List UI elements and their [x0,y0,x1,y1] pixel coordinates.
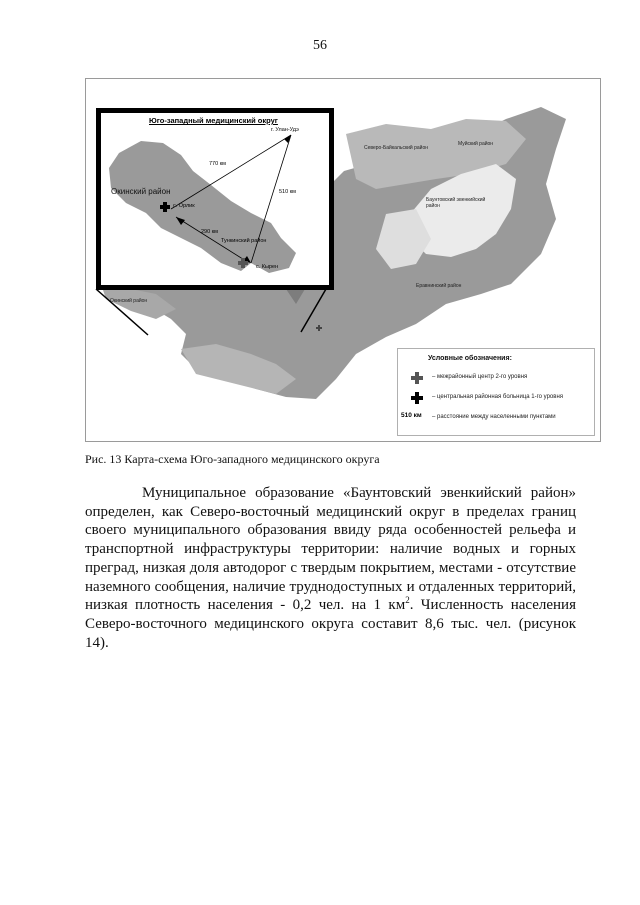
region-label: Северо-Байкальский район [364,145,429,151]
figure-caption: Рис. 13 Карта-схема Юго-западного медицинского округа [85,452,380,466]
inset-region-shape [109,141,296,273]
district-label: Тункинский район [221,238,267,244]
city-label: с. Кырен [256,264,279,270]
body-paragraph [85,484,576,652]
superscript: 2 [405,595,410,606]
legend-item [398,411,594,425]
distance-label: 770 км [209,161,226,167]
map-figure [85,78,601,442]
inset-map [96,108,334,290]
region-label: Еравнинский район [416,283,462,289]
black-cross-icon [410,391,424,405]
city-label: г. Улан-Удэ [271,127,299,133]
page-number: 56 [313,38,327,53]
legend-label: – межрайонный центр 2-го уровня [432,374,528,380]
legend-title: Условные обозначения: [428,355,512,362]
paragraph-text-end: . Численность населения Северо-восточного медицинского округа составит 8,6 тыс. чел. (рисунок 14). [85,597,576,651]
distance-label: 290 км [201,229,218,235]
region-label: Баунтовский эвенкийский район [426,197,486,209]
legend-distance-sample: 510 км [401,412,422,419]
dark-gray-cross-icon [410,371,424,385]
region-label: Окинский район [110,298,148,304]
distance-label: 510 км [279,189,296,195]
paragraph-text: Муниципальное образование «Баунтовский эвенкийский район» определен, как Северо-восточный медицинский округ в пределах границ своего муниципального образования ввиду ряда особенностей рельефа и транспортной инфраструктуры территории: наличие водных и горных преград, низкая доля автодорог с твердым покрытием, местами - отсутствие наземного сообщения, наличие труднодоступных и отдаленных территорий, низкая плотность населения - 0,2 чел. на 1 км [85,485,576,614]
legend-item [398,391,594,405]
map-legend [397,348,595,436]
region-label: Муйский район [458,141,494,147]
district-label: Окинский район [111,187,171,196]
legend-item [398,371,594,385]
city-label: с. Орлик [173,203,195,209]
legend-label: – расстояние между населенными пунктами [432,414,556,420]
inset-title: Юго-западный медицинский округ [149,116,278,125]
inset-svg [101,113,329,285]
legend-label: – центральная районная больница 1-го уровня [432,394,564,400]
